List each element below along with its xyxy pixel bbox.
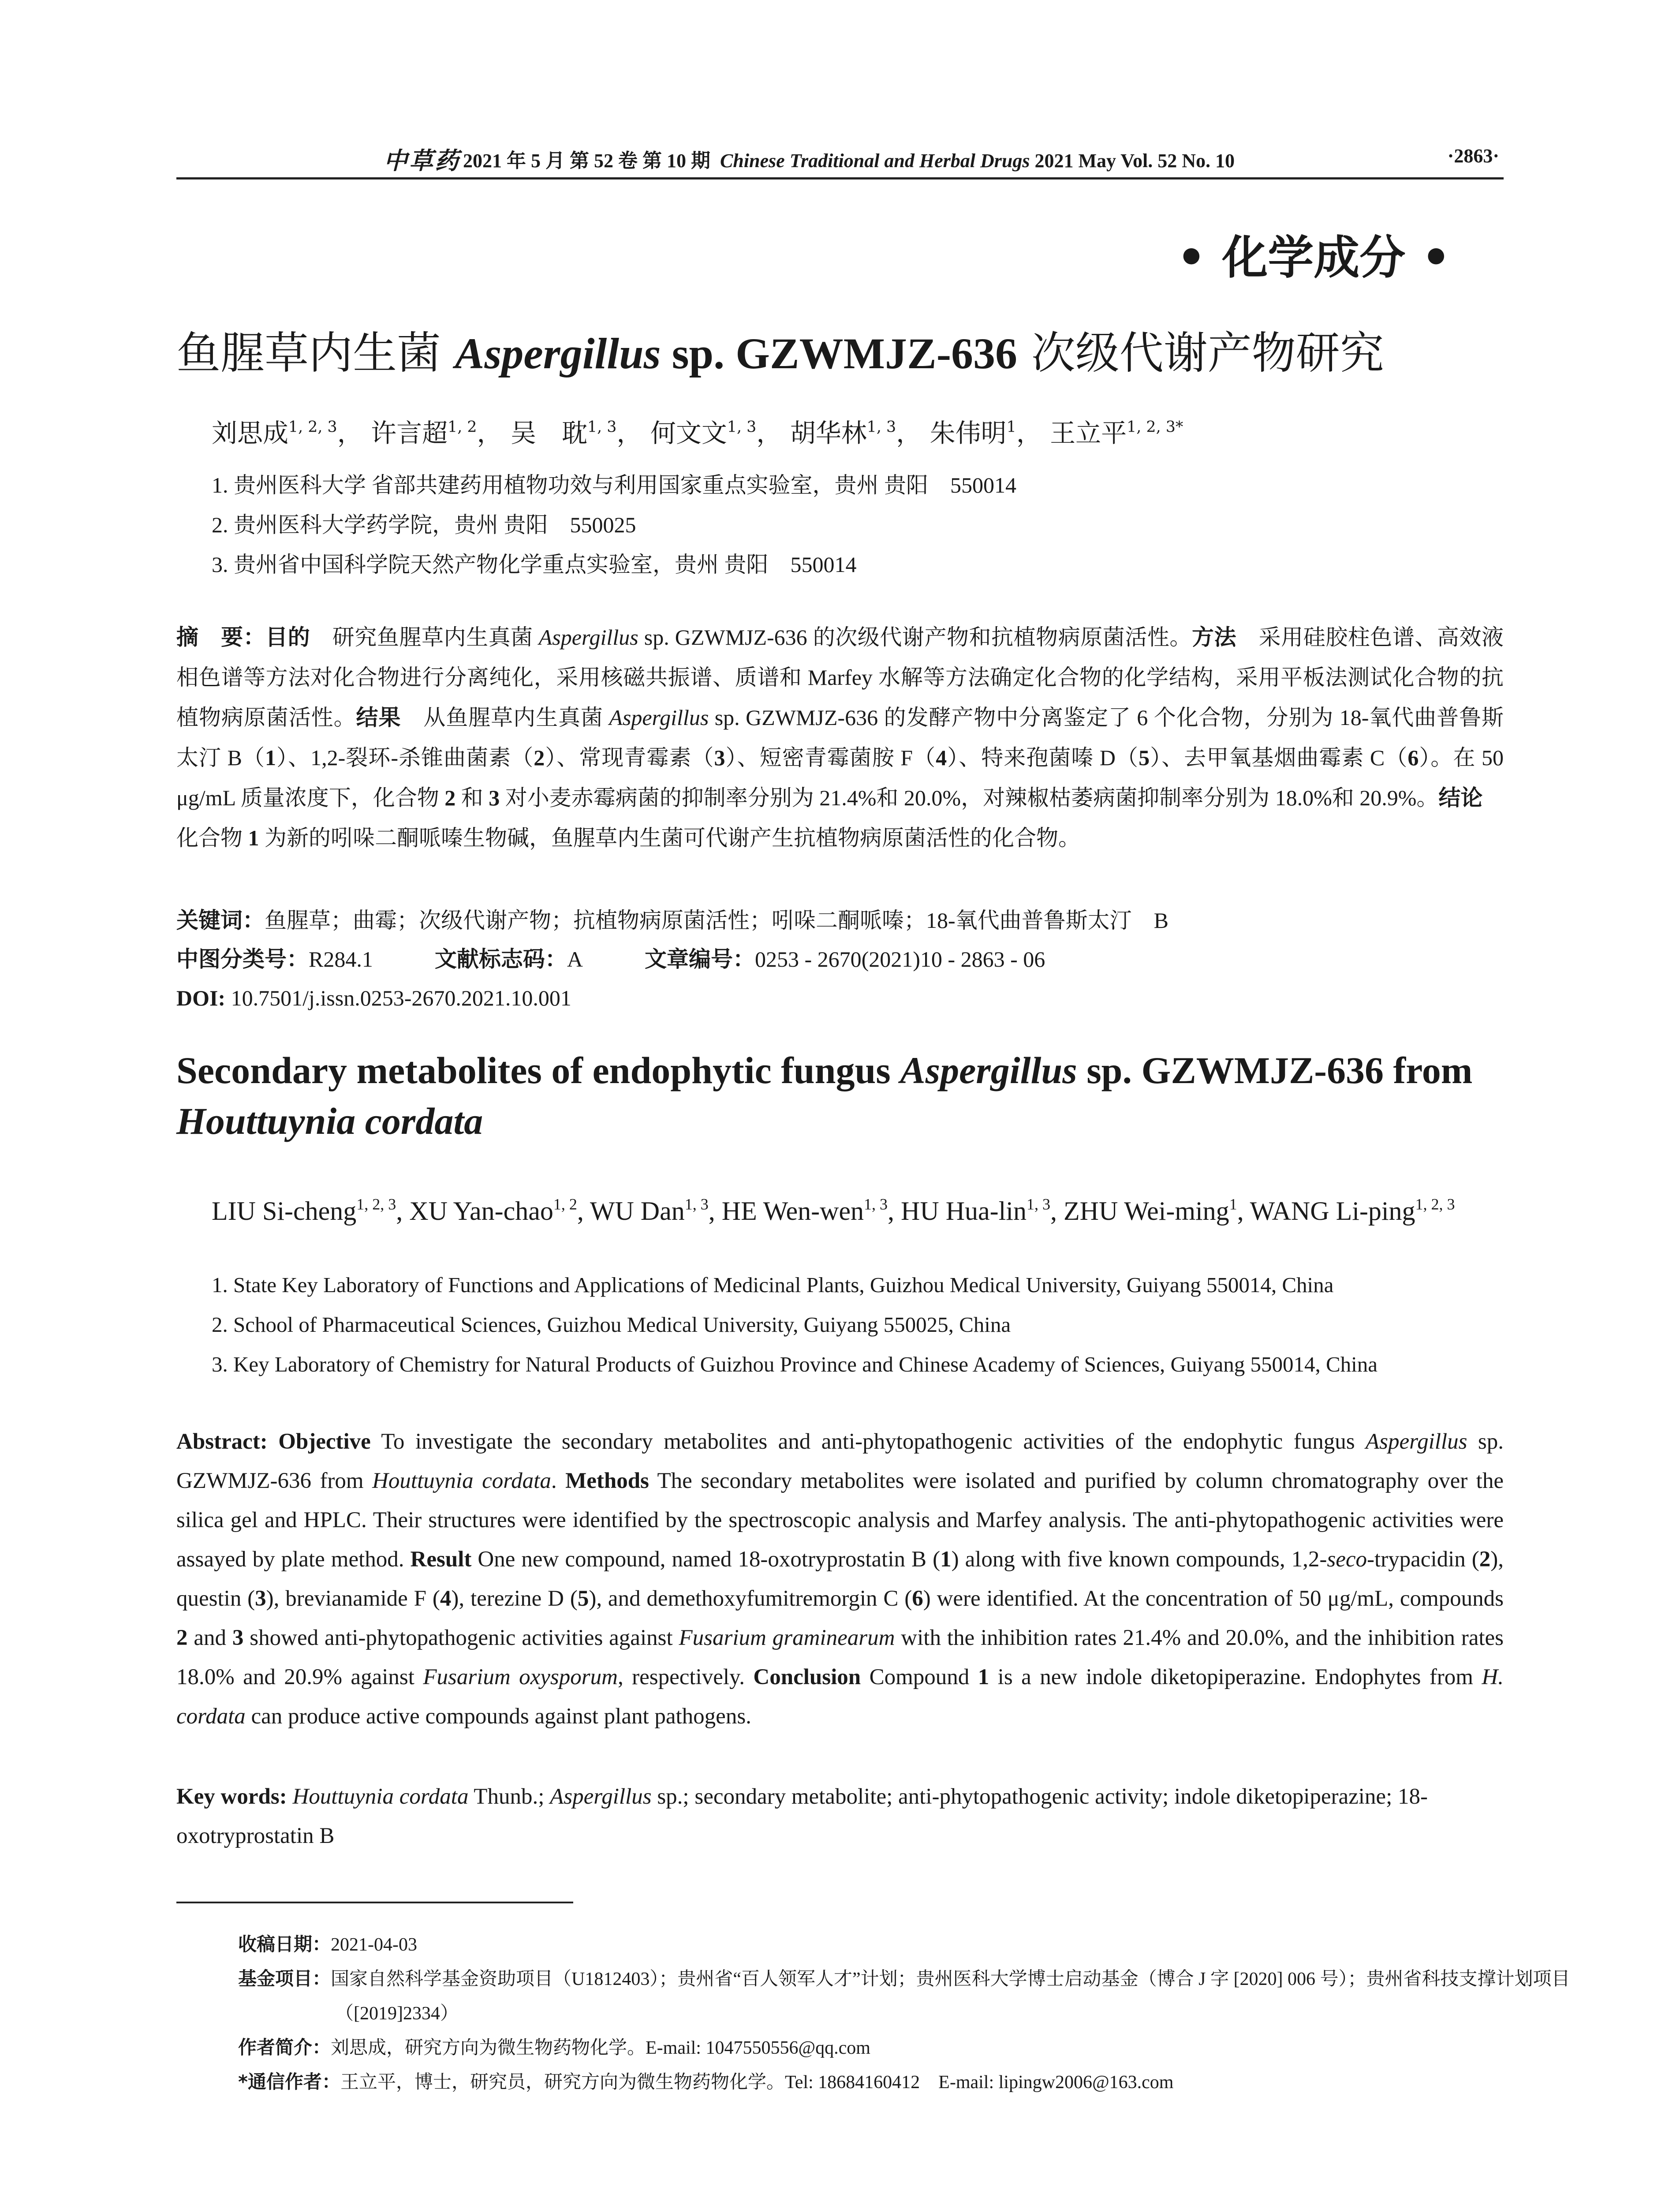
abstract-text: sp. GZWMJZ-636 的次级代谢产物和抗植物病原菌活性。: [638, 625, 1192, 650]
doc-code-value: A: [567, 947, 583, 972]
compound-number: 4: [440, 1586, 452, 1611]
footnote-fund: [238, 1962, 1601, 2031]
abstract-text: ), and demethoxyfumitremorgin C (: [589, 1586, 912, 1611]
title-en-part1: Secondary metabolites of endophytic fungus: [176, 1049, 900, 1091]
abstract-text: is a new indole diketopiperazine. Endophytes from: [989, 1665, 1482, 1689]
abstract-text: ）、特来孢菌嗪 D（: [947, 745, 1139, 770]
keywords-en-label: Key words:: [176, 1784, 287, 1809]
compound-number: 3: [232, 1626, 244, 1650]
abstract-text: 化合物: [176, 785, 1505, 850]
result-label: Result: [410, 1547, 472, 1572]
title-cn-genus: Aspergillus: [455, 329, 661, 378]
compound-number: 2: [176, 1626, 188, 1650]
compound-number: 6: [912, 1586, 923, 1611]
abstract-text: Compound: [861, 1665, 978, 1689]
doi-label: DOI:: [176, 986, 226, 1010]
compound-number: 5: [577, 1586, 589, 1611]
conclusion-label: Conclusion: [753, 1665, 861, 1689]
author-affil-sup: 1, 3: [587, 418, 617, 436]
authors-cn: 刘思成$^{1, 2, 3}$， 许言超$^{1, 2}$， 吴 耽$^{1, 3}$， 何文文$^{1, 3}$， 胡华林$^{1, 3}$， 朱伟明$^1$， 王立平$^{1, 2, 3*}$: [212, 418, 1183, 448]
author-affil-sup: 1, 2, 3*: [1127, 418, 1183, 436]
genus-name: Aspergillus: [1366, 1429, 1467, 1454]
author-cn: 王立平: [1050, 418, 1127, 448]
compound-number: 4: [936, 745, 947, 770]
conclusion-label: 结论: [1438, 785, 1483, 811]
results-label: 结果: [356, 705, 401, 730]
species-name: Fusarium oxysporum: [423, 1665, 618, 1689]
author-en: HE Wen-wen: [721, 1196, 864, 1226]
author-affil-sup: 1, 3: [864, 1195, 888, 1213]
header-text-en-tail: 2021 May Vol. 52 No. 10: [1034, 150, 1235, 172]
keywords-text: Thunb.;: [468, 1784, 550, 1809]
abstract-text: The secondary metabolites were isolated and purified by column chromatography over the silica gel and HPLC. Their structures were identified by the spectroscopic analysis and Marfey analysis. The anti-phytopathogenic activities were assayed by plate method.: [176, 1469, 1504, 1572]
keywords-cn: [176, 901, 1504, 941]
species-name: H. cordata: [176, 1665, 1504, 1729]
seco-prefix: seco: [1327, 1547, 1367, 1572]
abstract-text: ）、短密青霉菌胺 F（: [725, 745, 936, 770]
title-cn: [176, 318, 1384, 381]
objective-label: 目的: [265, 624, 310, 650]
abstract-text: 和: [455, 785, 489, 810]
author-en: LIU Si-cheng: [212, 1196, 357, 1226]
footnote-text: 王立平，博士，研究员，研究方向为微生物药物化学。Tel: 18684160412 E-mail: lipingw2006@163.com: [340, 2072, 1174, 2093]
abstract-text: ), terezine D (: [451, 1586, 578, 1611]
abstract-text: ）、1,2-裂环-杀锥曲菌素（: [276, 745, 534, 770]
author-cn: 许言超: [371, 418, 448, 448]
abstract-cn: [176, 617, 1504, 900]
affiliation-en: 1. State Key Laboratory of Functions and Applications of Medicinal Plants, Guizhou Medical University, Guiyang 550014, China: [212, 1273, 1334, 1297]
abstract-text: One new compound, named 18-oxotryprostatin B (: [471, 1547, 941, 1572]
abstract-text: and: [187, 1626, 232, 1650]
abstract-text: .: [551, 1469, 566, 1493]
author-en: HU Hua-lin: [901, 1196, 1027, 1226]
compound-number: 2: [1479, 1547, 1491, 1572]
footnote-label: *通信作者：: [238, 2071, 340, 2093]
header-text-en: Chinese Traditional and Herbal Drugs: [720, 150, 1030, 172]
author-affil-sup: 1, 2: [553, 1195, 577, 1213]
compound-number: 3: [489, 785, 500, 810]
methods-label: 方法: [1191, 624, 1237, 650]
abstract-text: sp. GZWMJZ-636 from: [176, 1429, 1504, 1493]
affiliation-cn: 1. 贵州医科大学 省部共建药用植物功效与利用国家重点实验室，贵州 贵阳 550014: [212, 473, 1016, 497]
title-cn-strain: sp. GZWMJZ-636: [661, 329, 1017, 378]
keywords-text: sp.; secondary metabolite; anti-phytopathogenic activity; indole diketopiperazine; 18-oxotryprostatin B: [176, 1784, 1428, 1848]
abstract-en: [176, 1422, 1504, 1736]
title-en: [176, 1045, 1504, 1147]
genus-name: Aspergillus: [609, 705, 709, 730]
compound-number: 3: [255, 1586, 266, 1611]
author-en: ZHU Wei-ming: [1063, 1196, 1229, 1226]
title-en-part2: sp. GZWMJZ-636 from: [1077, 1049, 1473, 1091]
journal-logo: 中草药: [384, 146, 460, 175]
abstract-text: ) along with five known compounds, 1,2-: [951, 1547, 1327, 1572]
abstract-text: 对小麦赤霉病菌的抑制率分别为 21.4%和 20.0%，对辣椒枯萎病菌抑制率分别为 18.0%和 20.9%。: [500, 785, 1439, 810]
abstract-text: ) were identified. At the concentration of 50 μg/mL, compounds: [923, 1586, 1504, 1611]
title-en-genus: Aspergillus: [900, 1049, 1077, 1091]
abstract-text: ), brevianamide F (: [266, 1586, 440, 1611]
abstract-text: ）、常现青霉素（: [545, 745, 714, 770]
keywords-cn-text: 鱼腥草；曲霉；次级代谢产物；抗植物病原菌活性；吲哚二酮哌嗪；18-氧代曲普鲁斯太汀 B: [265, 908, 1169, 933]
footnote-text: 2021-04-03: [331, 1935, 417, 1955]
abstract-text: ）、去甲氧基烟曲霉素 C（: [1150, 745, 1408, 770]
abstract-text: showed anti-phytopathogenic activities against: [243, 1626, 679, 1650]
doi-line: [176, 978, 1504, 1018]
abstract-text: ), questin (: [176, 1547, 1504, 1611]
abstract-text: 从鱼腥草内生真菌: [401, 705, 609, 730]
section-label: • 化学成分 •: [1176, 231, 1451, 284]
footnote-received: [238, 1927, 1504, 1962]
abstract-cn-label: 摘 要：: [176, 624, 266, 650]
affiliation-en: 3. Key Laboratory of Chemistry for Natural Products of Guizhou Province and Chinese Academy of Sciences, Guiyang 550014, China: [212, 1352, 1378, 1376]
abstract-text: with the inhibition rates 21.4% and 20.0%, and the inhibition rates 18.0% and 20.9% against: [176, 1626, 1504, 1689]
doc-code-label: 文献标志码：: [434, 946, 567, 972]
article-number-value: 0253 - 2670(2021)10 - 2863 - 06: [754, 947, 1045, 972]
author-affil-sup: 1, 3: [727, 418, 757, 436]
author-cn: 刘思成: [212, 418, 289, 448]
clc-value: R284.1: [309, 947, 373, 972]
affiliation-cn: 2. 贵州医科大学药学院，贵州 贵阳 550025: [212, 512, 636, 537]
abstract-text: can produce active compounds against plant pathogens.: [245, 1704, 751, 1729]
clc-label: 中图分类号：: [176, 946, 309, 972]
abstract-text: 采用硅胶柱色谱、高效液相色谱等方法对化合物进行分离纯化，采用核磁共振谱、质谱和 Marfey 水解等方法确定化合物的化学结构，采用平板法测试化合物的抗植物病原菌活性。: [176, 625, 1504, 730]
compound-number: 5: [1139, 745, 1150, 770]
species-name: Houttuynia cordata: [372, 1469, 551, 1493]
abstract-en-label: Abstract: Objective: [176, 1429, 371, 1454]
species-name: Fusarium graminearum: [679, 1626, 895, 1650]
author-affil-sup: 1, 2: [448, 418, 477, 436]
author-affil-sup: 1, 2, 3: [288, 418, 337, 436]
author-affil-sup: 1, 3: [866, 418, 896, 436]
author-cn: 何文文: [650, 418, 727, 448]
genus-name: Aspergillus: [538, 625, 638, 650]
footnote-author: [238, 2030, 1504, 2065]
affiliation-cn: 3. 贵州省中国科学院天然产物化学重点实验室，贵州 贵阳 550014: [212, 552, 857, 577]
title-cn-part1: 鱼腥草内生菌: [176, 327, 455, 379]
classification-line: [176, 939, 1504, 979]
author-affil-sup: 1: [1229, 1195, 1237, 1213]
footnote-label: 收稿日期：: [238, 1933, 331, 1955]
author-affil-sup: 1, 3: [684, 1195, 709, 1213]
species-name: Houttuynia cordata: [287, 1784, 469, 1809]
compound-number: 2: [444, 785, 456, 810]
abstract-text: To investigate the secondary metabolites and anti-phytopathogenic activities of the endophytic fungus: [370, 1429, 1366, 1454]
page-number: ·2863·: [1447, 145, 1499, 167]
compound-number: 1: [265, 745, 276, 770]
author-cn: 胡华林: [790, 418, 867, 448]
author-affil-sup: 1, 3: [1026, 1195, 1050, 1213]
title-en-species: Houttuynia cordata: [176, 1100, 483, 1142]
keywords-cn-label: 关键词：: [176, 908, 265, 933]
footnote-divider: [176, 1902, 573, 1903]
footnote-corresponding: [238, 2065, 1504, 2100]
compound-number: 1: [248, 826, 259, 850]
doi-value[interactable]: 10.7501/j.issn.0253-2670.2021.10.001: [225, 986, 571, 1010]
abstract-text: ）。在 50 μg/mL 质量浓度下，化合物: [176, 745, 1504, 810]
author-en: WU Dan: [590, 1196, 685, 1226]
author-affil-sup: 1: [1006, 418, 1016, 436]
abstract-text: 研究鱼腥草内生真菌: [310, 625, 539, 650]
authors-en: LIU Si-cheng$^{1, 2, 3}$, XU Yan-chao$^{1, 2}$, WU Dan$^{1, 3}$, HE Wen-wen$^{1, 3}$, HU Hua-lin$^{1, 3}$, ZHU Wei-ming$^1$, WANG Li-ping$^{1, 2, 3}$: [212, 1195, 1455, 1226]
header-citation: [463, 145, 1235, 173]
compound-number: 3: [714, 745, 725, 770]
author-affil-sup: 1, 2, 3: [1415, 1195, 1455, 1213]
compound-number: 1: [978, 1665, 989, 1689]
footnote-text: 国家自然科学基金资助项目（U1812403）；贵州省“百人领军人才”计划；贵州医科大学博士启动基金（博合 J 字 [2020] 006 号）；贵州省科技支撑计划项目（[2019]2334）: [331, 1969, 1570, 2024]
genus-name: Aspergillus: [550, 1784, 652, 1809]
keywords-en: [176, 1777, 1504, 1856]
author-affil-sup: 1, 2, 3: [356, 1195, 396, 1213]
compound-number: 6: [1407, 745, 1419, 770]
footnote-label: 作者简介：: [238, 2037, 331, 2058]
title-cn-part2: 次级代谢产物研究: [1017, 327, 1384, 379]
abstract-text: 为新的吲哚二酮哌嗪生物碱，鱼腥草内生菌可代谢产生抗植物病原菌活性的化合物。: [259, 826, 1080, 850]
methods-label: Methods: [565, 1469, 649, 1493]
compound-number: 1: [940, 1547, 952, 1572]
abstract-text: -trypacidin (: [1367, 1547, 1479, 1572]
author-cn: 吴 耽: [510, 418, 587, 448]
author-en: WANG Li-ping: [1250, 1196, 1415, 1226]
footnote-label: 基金项目：: [238, 1968, 331, 1989]
author-en: XU Yan-chao: [409, 1196, 553, 1226]
article-number-label: 文章编号：: [644, 946, 755, 972]
compound-number: 2: [534, 745, 545, 770]
running-header: [176, 142, 1504, 179]
header-text-cn: 2021 年 5 月 第 52 卷 第 10 期: [463, 150, 710, 172]
footnote-text: 刘思成，研究方向为微生物药物化学。E-mail: 1047550556@qq.com: [331, 2038, 870, 2058]
abstract-text: sp. GZWMJZ-636 的发酵产物中分离鉴定了 6 个化合物，分别为 18-氧代曲普鲁斯太汀 B（: [176, 705, 1504, 770]
abstract-text: , respectively.: [617, 1665, 754, 1689]
affiliation-en: 2. School of Pharmaceutical Sciences, Guizhou Medical University, Guiyang 550025, China: [212, 1312, 1011, 1337]
author-cn: 朱伟明: [930, 418, 1007, 448]
